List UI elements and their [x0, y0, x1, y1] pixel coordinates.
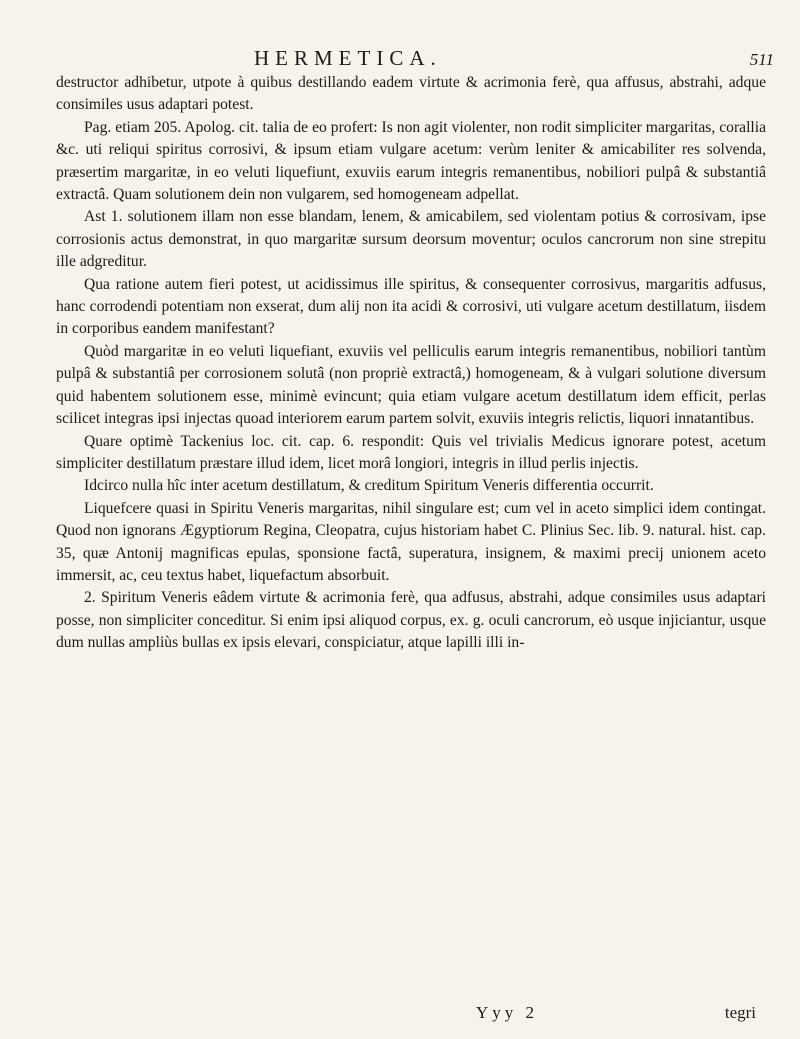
paragraph: Liquefcere quasi in Spiritu Veneris margaritas, nihil singulare est; cum vel in aceto simplici idem contingat. Quod non ignorans Ægyptiorum Regina, Cleopatra, cujus historiam habet C. Plinius Sec. lib. 9. natural. hist. cap. 35, quæ Antonij magnificas epulas, sponsione factâ, superatura, insignem, & maximi precij unionem aceto immersit, ac, ceu textus habet, liquefactum absorbuit. — [56, 499, 766, 584]
body-text — [56, 72, 766, 655]
paragraph: Qua ratione autem fieri potest, ut acidissimus ille spiritus, & consequenter corrosivus, margaritis adfusus, hanc corrodendi potentiam non exserat, dum alij non ita acidi & corrosivi, uti vulgare acetum destillatum, iisdem in corporibus eandem manifestant? — [56, 275, 766, 338]
paragraph: Pag. etiam 205. Apolog. cit. talia de eo profert: Is non agit violenter, non rodit simpliciter margaritas, corallia &c. uti reliqui spiritus corrosivi, & ipsum etiam vulgare acetum: verùm leniter & amicabiliter res solvenda, præsertim margaritæ, in eo veluti liquefiunt, exuviis earum integris remanentibus, nobiliori pulpâ & substantiâ extractâ. Quam solutionem dein non vulgarem, sed homogeneam adpellat. — [56, 118, 766, 204]
paragraph: destructor adhibetur, utpote à quibus destillando eadem virtute & acrimonia ferè, qua affusus, abstrahi, adque consimiles usus adaptari potest. — [56, 74, 766, 114]
page-number: 511 — [749, 50, 774, 69]
running-title: HERMETICA. — [254, 46, 442, 70]
paragraph: 2. Spiritum Veneris eâdem virtute & acrimonia ferè, qua adfusus, abstrahi, adque consimiles usus adaptari posse, non simpliciter conceditur. Si enim ipsi aliquod corpus, ex. g. oculi cancrorum, eò usque injiciantur, usque dum nullas ampliùs bullas ex ipsis elevari, conspiciatur, atque lapilli illi in- — [56, 589, 766, 652]
signature-mark: Yyy 2 — [476, 1003, 539, 1022]
paragraph: Quòd margaritæ in eo veluti liquefiant, exuviis vel pelliculis earum integris remanentibus, nobiliori tantùm pulpâ & substantiâ per corrosionem solutâ (non propriè extractâ,) homogeneam, & à vulgari solutione diversum quid habentem solutionem esse, minimè evincunt; quia etiam vulgare acetum destillatum idem efficit, perlas scilicet integras ipsi injectas quoad interiorem earum partem solvit, exuviis integris relictis, liquori innatantibus. — [56, 342, 766, 428]
paragraph: Ast 1. solutionem illam non esse blandam, lenem, & amicabilem, sed violentam potius & corrosivam, ipse corrosionis actus demonstrat, in quo margaritæ sursum deorsum moventur; oculos cancrorum non sine strepitu ille adgreditur. — [56, 208, 766, 271]
paragraph: Idcirco nulla hîc inter acetum destillatum, & creditum Spiritum Veneris differentia occurrit. — [84, 477, 654, 495]
catchword: tegri — [724, 1003, 756, 1022]
paragraph: Quare optimè Tackenius loc. cit. cap. 6. respondit: Quis vel trivialis Medicus ignorare potest, acetum simpliciter destillatum præstare illud idem, licet morâ longiori, integris in illud perlis injectis. — [56, 432, 766, 472]
